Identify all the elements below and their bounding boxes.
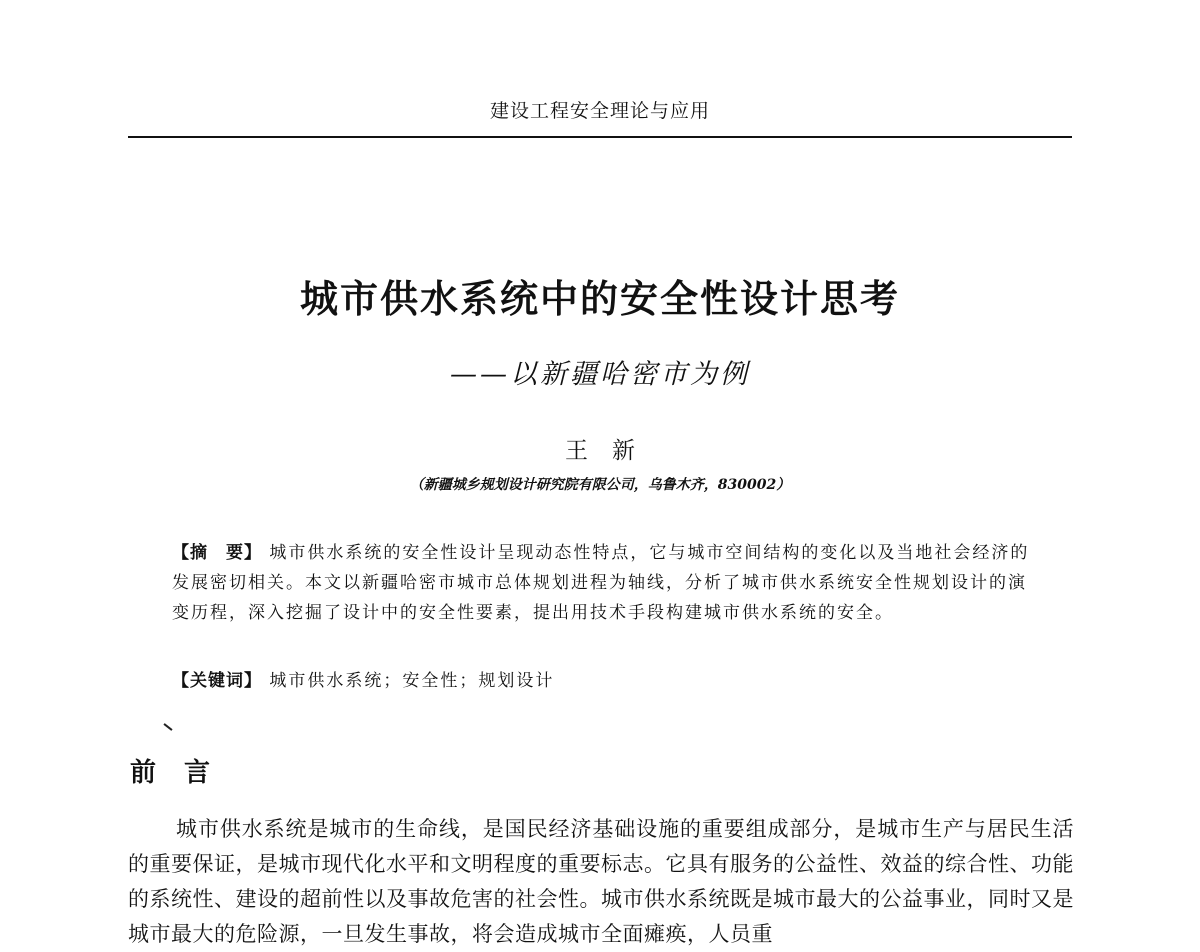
- paper-subtitle: ——以新疆哈密市为例: [450, 359, 750, 390]
- keywords: [172, 666, 1032, 696]
- keywords-label: 【关键词】: [172, 671, 262, 691]
- paper-title: 城市供水系统中的安全性设计思考: [299, 277, 900, 321]
- keywords-text: 城市供水系统；安全性；规划设计: [269, 671, 555, 691]
- abstract-text: 城市供水系统的安全性设计呈现动态性特点，它与城市空间结构的变化以及当地社会经济的发展密切相关。本文以新疆哈密市城市总体规划进程为轴线，分析了城市供水系统安全性规划设计的演变历程，深入挖掘了设计中的安全性要素，提出用技术手段构建城市供水系统的安全。: [172, 543, 1030, 623]
- stray-mark: [163, 723, 172, 731]
- running-header: 建设工程安全理论与应用: [489, 100, 710, 122]
- section-heading: 前言: [130, 758, 239, 788]
- author-affiliation: （新疆城乡规划设计研究院有限公司，乌鲁木齐，830002）: [409, 477, 791, 493]
- author-name: 王新: [565, 438, 659, 464]
- abstract: [172, 538, 1032, 628]
- body-paragraph: 城市供水系统是城市的生命线，是国民经济基础设施的重要组成部分，是城市生产与居民生活的重要保证，是城市现代化水平和文明程度的重要标志。它具有服务的公益性、效益的综合性、功能的系统性、建设的超前性以及事故危害的社会性。城市供水系统既是城市最大的公益事业，同时又是城市最大的危险源，一旦发生事故，将会造成城市全面瘫痪，人员重: [128, 817, 1074, 946]
- abstract-label: 【摘 要】: [172, 543, 262, 563]
- header-rule: [128, 136, 1072, 138]
